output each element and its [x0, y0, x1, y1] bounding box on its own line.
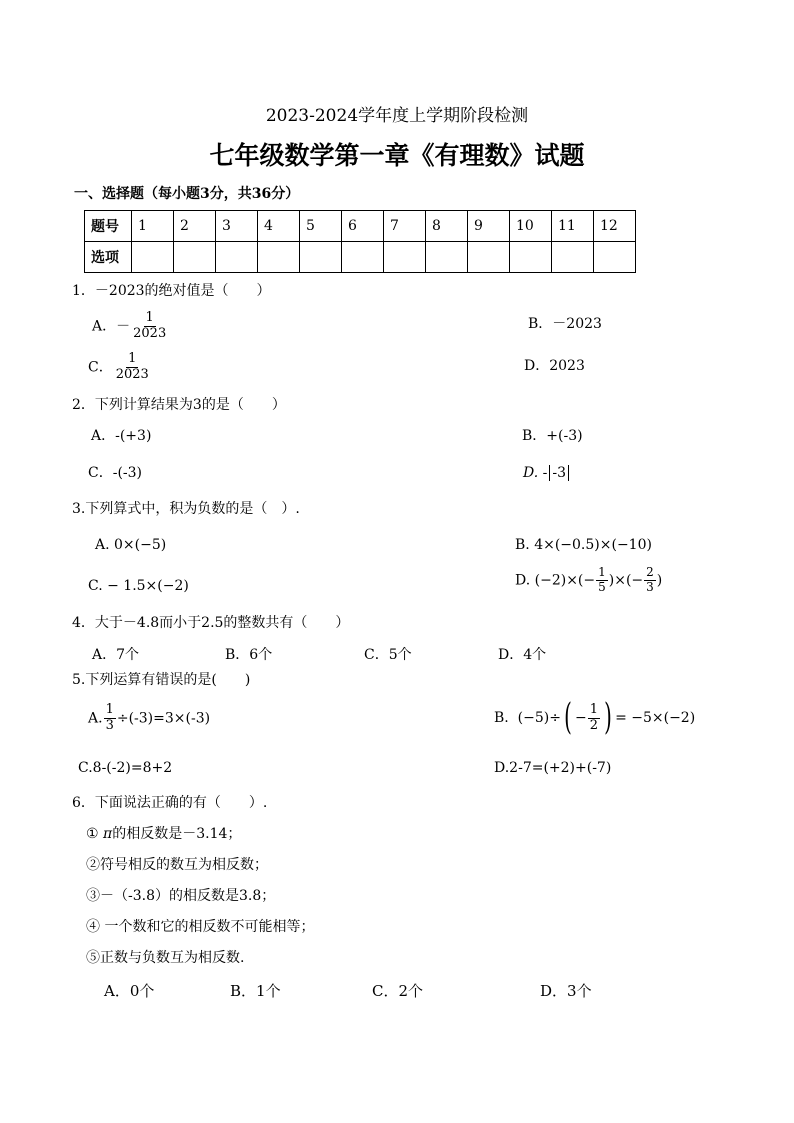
question-4-option-b: B．6个 — [225, 647, 273, 663]
answer-cell[interactable] — [174, 242, 216, 273]
expression-part: )×(− — [608, 572, 644, 589]
question-3-option-c: C. − 1.5×(−2) — [88, 578, 189, 594]
question-5-stem: 5.下列运算有错误的是( ) — [72, 672, 251, 688]
question-6-option-a: A．0个 — [104, 982, 155, 1000]
question-3-option-a: A. 0×(−5) — [95, 537, 167, 553]
question-1-option-c — [88, 352, 152, 383]
answer-cell[interactable] — [426, 242, 468, 273]
statement-4: ④ 一个数和它的相反数不可能相等； — [86, 919, 315, 935]
answer-cell[interactable] — [468, 242, 510, 273]
answer-cell[interactable] — [594, 242, 636, 273]
question-3-option-d — [515, 566, 662, 595]
answer-cell[interactable] — [552, 242, 594, 273]
table-option-label: 选项 — [85, 242, 132, 273]
right-paren: ) — [604, 697, 612, 738]
table-header-label: 题号 — [85, 211, 132, 242]
question-2-option-c: C．-(-3) — [88, 465, 143, 481]
table-number-cell: 8 — [426, 211, 468, 242]
answer-cell[interactable] — [132, 242, 174, 273]
fraction — [596, 566, 608, 595]
minus-sign: － — [116, 318, 131, 335]
statement-2: ②符号相反的数互为相反数； — [86, 857, 268, 873]
denominator: 3 — [646, 579, 654, 594]
fraction — [104, 703, 116, 734]
table-number-cell: 1 — [132, 211, 174, 242]
question-2-option-b: B．+(-3) — [522, 428, 583, 444]
answer-cell[interactable] — [216, 242, 258, 273]
question-6-option-c: C．2个 — [372, 982, 424, 1000]
denominator: 3 — [105, 717, 114, 733]
left-paren: ( — [564, 697, 572, 738]
option-label: B. — [494, 710, 509, 726]
question-3-stem: 3.下列算式中，积为负数的是（ ）. — [72, 501, 300, 517]
circled-number: ① — [86, 826, 99, 842]
question-6-option-d: D．3个 — [540, 982, 592, 1000]
expression-part: = −5×(−2) — [615, 710, 696, 726]
expression-part: D. (−2)×(− — [515, 572, 596, 589]
expression-part: ÷(-3)=3×(-3) — [116, 710, 211, 727]
statement-1 — [86, 826, 241, 843]
answer-cell[interactable] — [384, 242, 426, 273]
table-number-cell: 12 — [594, 211, 636, 242]
question-6-option-b: B．1个 — [230, 982, 281, 1000]
numerator: 1 — [598, 565, 606, 579]
answer-cell[interactable] — [342, 242, 384, 273]
answer-table — [84, 210, 636, 273]
table-number-cell: 10 — [510, 211, 552, 242]
table-number-cell: 3 — [216, 211, 258, 242]
question-2-option-a: A．-(+3) — [91, 428, 152, 444]
option-label: D. — [523, 465, 539, 481]
expression-part: (−5)÷ — [517, 710, 561, 726]
numerator: 1 — [128, 351, 137, 366]
answer-cell[interactable] — [510, 242, 552, 273]
fraction — [588, 703, 600, 734]
exam-subtitle: 2023-2024学年度上学期阶段检测 — [265, 106, 529, 126]
table-number-cell: 11 — [552, 211, 594, 242]
numerator: 1 — [105, 702, 114, 717]
denominator: 2023 — [133, 325, 167, 341]
question-6-stem: 6．下面说法正确的有（ ）. — [72, 795, 268, 811]
question-1-option-d: D．2023 — [524, 358, 585, 374]
option-label: A． — [92, 318, 117, 335]
denominator: 5 — [598, 579, 606, 594]
table-number-cell: 5 — [300, 211, 342, 242]
table-number-cell: 2 — [174, 211, 216, 242]
fraction — [114, 352, 151, 383]
option-label: C． — [88, 359, 113, 376]
question-2-stem: 2．下列计算结果为3的是（ ） — [72, 397, 286, 413]
abs-bar-left — [549, 465, 550, 481]
question-4-option-a: A．7个 — [92, 647, 140, 663]
statement-5: ⑤正数与负数互为相反数. — [86, 950, 245, 966]
question-4-option-d: D．4个 — [498, 647, 547, 663]
question-5-option-c: C.8-(-2)=8+2 — [78, 760, 173, 776]
minus-sign: − — [575, 710, 587, 726]
section-heading: 一、选择题（每小题3分，共36分） — [74, 186, 300, 202]
question-5-option-a — [88, 703, 210, 734]
denominator: 2023 — [115, 366, 149, 382]
question-4-option-c: C．5个 — [364, 647, 412, 663]
question-1-option-a — [92, 311, 169, 342]
answer-cell[interactable] — [300, 242, 342, 273]
question-1-stem: 1．－2023的绝对值是（ ） — [72, 283, 271, 299]
question-3-option-b: B. 4×(−0.5)×(−10) — [515, 537, 652, 553]
abs-value: -3 — [552, 465, 567, 481]
answer-table-option-row — [85, 242, 636, 273]
pi-symbol: π — [103, 826, 113, 842]
exam-title: 七年级数学第一章《有理数》试题 — [209, 141, 585, 170]
question-1-option-b: B．－2023 — [528, 316, 602, 332]
answer-table-number-row — [85, 211, 636, 242]
question-4-stem: 4．大于－4.8而小于2.5的整数共有（ ） — [72, 615, 350, 631]
expression-part: ) — [656, 572, 663, 589]
question-5-option-b — [494, 697, 696, 738]
table-number-cell: 4 — [258, 211, 300, 242]
question-5-option-d: D.2-7=(+2)+(-7) — [494, 760, 612, 776]
numerator: 1 — [589, 701, 599, 717]
abs-bar-right — [568, 465, 569, 481]
answer-cell[interactable] — [258, 242, 300, 273]
fraction — [644, 566, 656, 595]
denominator: 2 — [589, 717, 599, 733]
table-number-cell: 9 — [468, 211, 510, 242]
numerator: 2 — [646, 565, 654, 579]
minus-sign: - — [542, 465, 548, 481]
table-number-cell: 7 — [384, 211, 426, 242]
option-label: A. — [88, 710, 103, 727]
fraction — [131, 311, 168, 342]
statement-3: ③－（-3.8）的相反数是3.8； — [86, 888, 276, 904]
table-number-cell: 6 — [342, 211, 384, 242]
numerator: 1 — [145, 310, 154, 325]
statement-text: 的相反数是－3.14； — [112, 826, 242, 842]
question-2-option-d — [523, 465, 571, 482]
